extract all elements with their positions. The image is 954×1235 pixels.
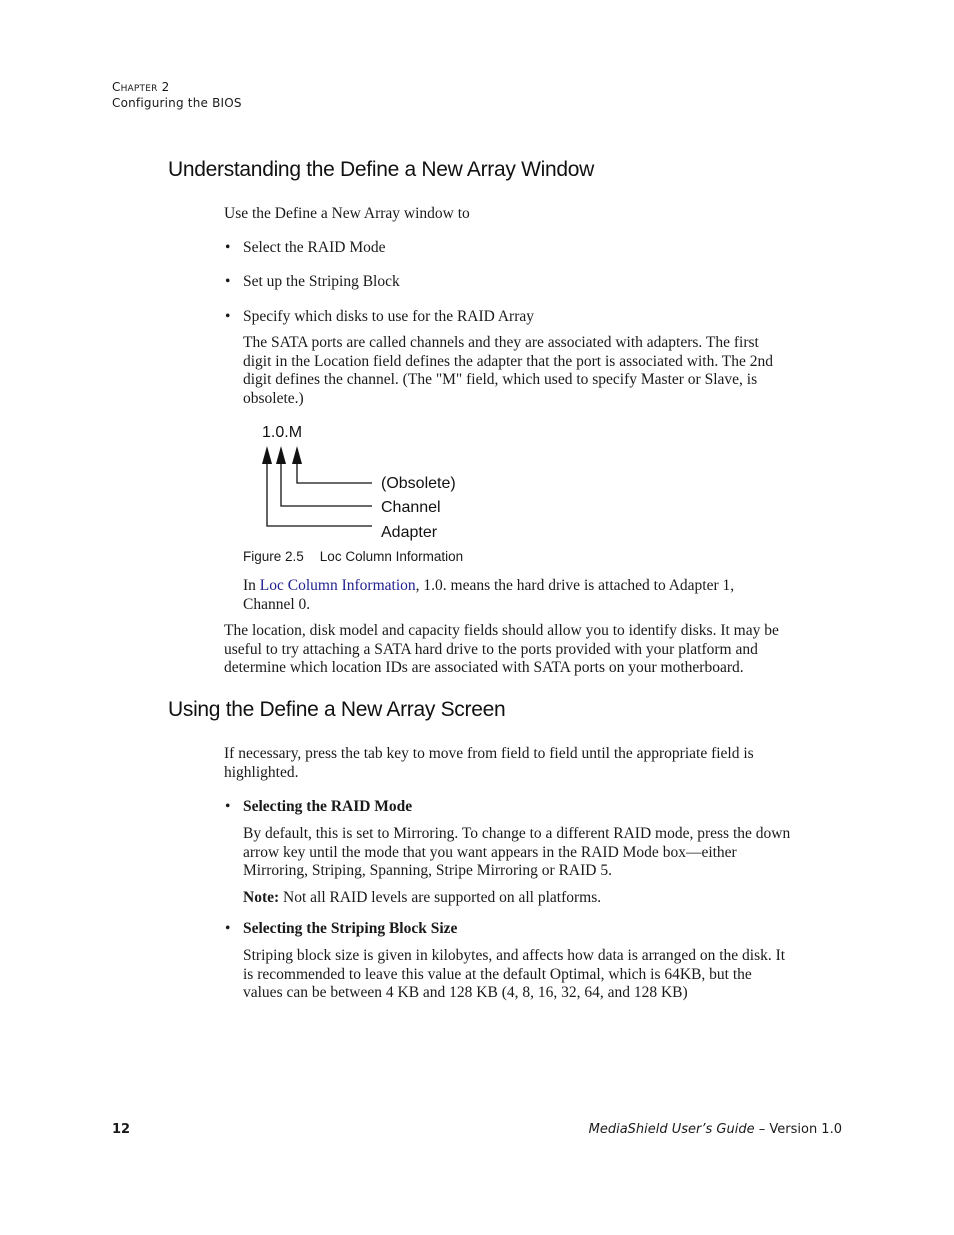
bullet-item: • Specify which disks to use for the RAID Array [225,308,535,325]
striping-block-paragraph: Striping block size is given in kilobytes, and affects how data is arranged on the disk. It is recommended to leave this value at the default Optimal, which is 64KB, but the values can be between 4 KB and 128 KB (4, 8, 16, 32, 64, and 128 KB) [243,947,786,1001]
bullet-item: • Set up the Striping Block [225,273,400,290]
adapter-leader-line [267,464,372,526]
bullet-item: • Select the RAID Mode [225,239,386,256]
note-text: Note: Not all RAID levels are supported on all platforms. [243,889,602,906]
label-adapter: Adapter [381,524,438,541]
chapter-title: Configuring the BIOS [112,96,242,110]
page-number: 12 [112,1122,131,1137]
section1-intro: Use the Define a New Array window to [224,205,470,222]
label-channel: Channel [381,499,441,516]
footer-title: MediaShield User’s Guide – Version 1.0 [588,1122,842,1137]
figure-caption [243,549,463,564]
section-heading-understanding: Understanding the Define a New Array Window [168,158,594,181]
section2-intro: If necessary, press the tab key to move from field to field until the appropriate field is highlighted. [224,745,754,781]
loc-column-information-link[interactable]: Loc Column Information [259,577,416,594]
obsolete-leader-line [297,464,372,483]
section-heading-using: Using the Define a New Array Screen [168,698,506,721]
bullet-striping-block: • Selecting the Striping Block Size [225,920,458,937]
figure-title: Loc Column Information [319,549,464,564]
chapter-label: CHAPTER 2 [112,80,170,94]
bullet-raid-mode: • Selecting the RAID Mode [225,798,413,815]
figure-number: Figure 2.5 [243,549,304,564]
label-obsolete: (Obsolete) [381,475,456,492]
channel-leader-line [281,464,372,506]
arrow-up-icon [292,446,302,464]
identify-disks-paragraph: The location, disk model and capacity fields should allow you to identify disks. It may be useful to try attaching a SATA hard drive to the ports provided with your platform and determine which location IDs are associated with SATA ports on your motherboard. [224,622,779,676]
raid-mode-paragraph: By default, this is set to Mirroring. To change to a different RAID mode, press the down arrow key until the mode that you want appears in the RAID Mode box—either Mirroring, Striping, Spanning, Stripe Mirroring or RAID 5. [243,825,791,879]
arrow-up-icon [276,446,286,464]
figure-reference-paragraph: In Loc Column Information, 1.0. means the hard drive is attached to Adapter 1, Channel 0. [243,577,735,613]
chapter-header [112,80,242,110]
channels-paragraph: The SATA ports are called channels and they are associated with adapters. The first digit in the Location field defines the adapter that the port is associated with. The 2nd digit defines the channel. (The "M" field, which used to specify Master or Slave, is obsolete.) [243,334,774,407]
loc-column-figure [250,418,480,544]
figure-code: 1.0.M [262,424,303,441]
arrow-up-icon [262,446,272,464]
